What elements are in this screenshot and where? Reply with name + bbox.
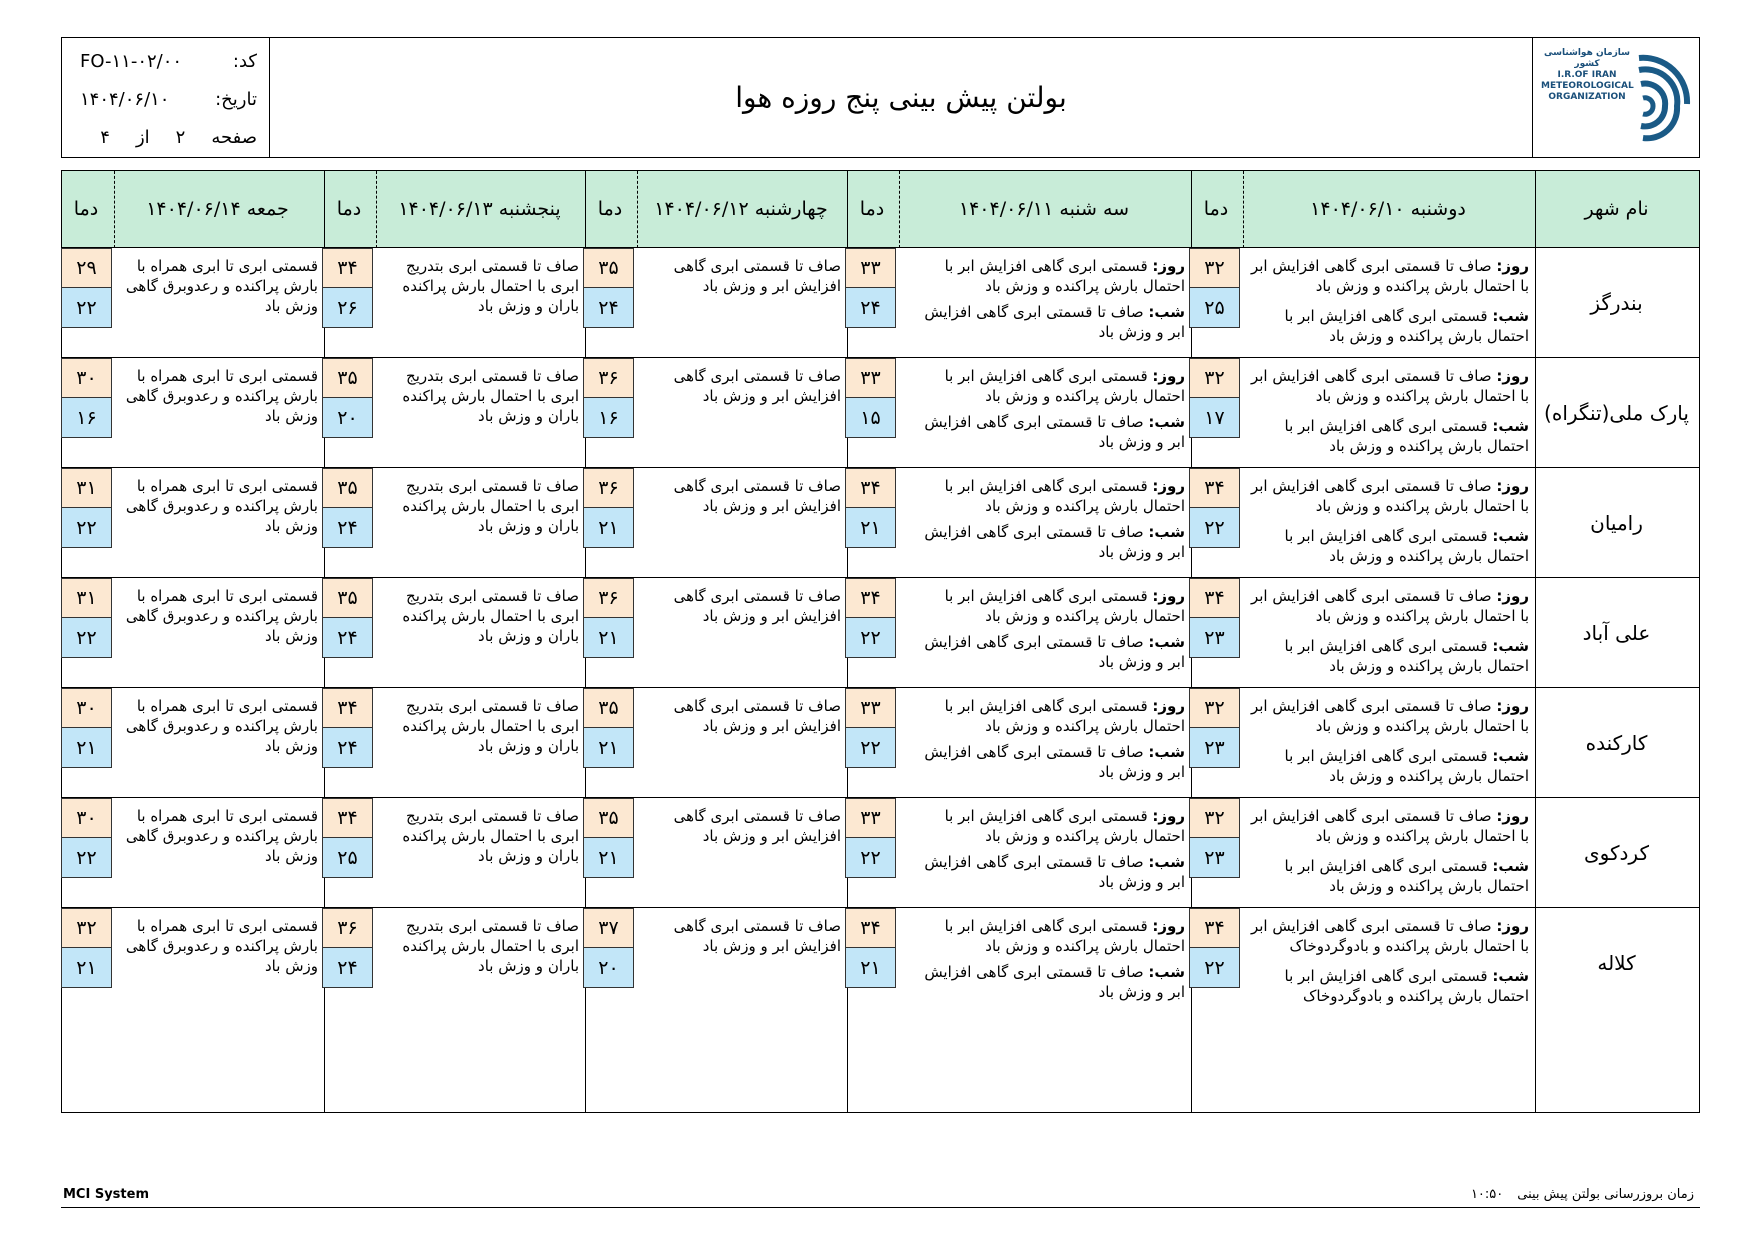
forecast-day-1 bbox=[1247, 586, 1529, 676]
forecast-day-4: صاف تا قسمتی ابری بتدریج ابری با احتمال بارش پراکنده باران و وزش باد bbox=[402, 587, 579, 645]
max-temp-day-5: ۳۰ bbox=[61, 688, 112, 728]
logo-text bbox=[1541, 48, 1633, 103]
max-temp-day-2: ۳۴ bbox=[845, 908, 896, 948]
min-temp-day-2: ۲۲ bbox=[845, 728, 896, 768]
max-temp-day-2: ۳۴ bbox=[845, 468, 896, 508]
max-temp-day-1: ۳۴ bbox=[1189, 908, 1240, 948]
col-day-2: سه شنبه ۱۴۰۴/۰۶/۱۱ bbox=[958, 198, 1130, 220]
max-temp-day-4: ۳۴ bbox=[322, 248, 373, 288]
day-forecast: روز: صاف تا قسمتی ابری گاهی افزایش ابر با احتمال بارش پراکنده و وزش باد bbox=[1250, 587, 1529, 625]
logo-line: METEOROLOGICAL bbox=[1541, 81, 1634, 91]
update-info bbox=[1471, 1187, 1694, 1202]
code-label: کد: bbox=[232, 50, 257, 72]
day-label: روز: bbox=[1152, 477, 1185, 495]
table-row bbox=[62, 908, 1699, 1018]
min-temp-day-3: ۲۰ bbox=[583, 948, 634, 988]
table-row bbox=[62, 248, 1699, 358]
day-label: روز: bbox=[1496, 477, 1529, 495]
max-temp-day-1: ۳۲ bbox=[1189, 248, 1240, 288]
forecast-day-1 bbox=[1247, 476, 1529, 566]
city-name: کارکنده bbox=[1585, 730, 1648, 755]
day-label: روز: bbox=[1496, 697, 1529, 715]
page-of: از bbox=[135, 126, 150, 148]
dash-divider bbox=[637, 171, 638, 248]
col-day-3: چهارشنبه ۱۴۰۴/۰۶/۱۲ bbox=[654, 198, 828, 220]
forecast-day-2 bbox=[903, 366, 1185, 452]
logo-line: I.R.OF IRAN bbox=[1557, 70, 1617, 80]
forecast-day-5: قسمتی ابری تا ابری همراه با بارش پراکنده و رعدوبرق گاهی وزش باد bbox=[125, 587, 318, 645]
min-temp-day-3: ۲۱ bbox=[583, 838, 634, 878]
max-temp-day-3: ۳۵ bbox=[583, 688, 634, 728]
table-row bbox=[62, 688, 1699, 798]
forecast-day-1 bbox=[1247, 806, 1529, 896]
forecast-day-5: قسمتی ابری تا ابری همراه با بارش پراکنده و رعدوبرق گاهی وزش باد bbox=[125, 697, 318, 755]
forecast-day-5: قسمتی ابری تا ابری همراه با بارش پراکنده و رعدوبرق گاهی وزش باد bbox=[125, 367, 318, 425]
day-label: روز: bbox=[1152, 807, 1185, 825]
day-label: روز: bbox=[1152, 587, 1185, 605]
city-name: علی آباد bbox=[1582, 620, 1651, 645]
dash-divider bbox=[376, 171, 377, 248]
min-temp-day-1: ۲۲ bbox=[1189, 948, 1240, 988]
day-label: روز: bbox=[1152, 367, 1185, 385]
table-row bbox=[62, 468, 1699, 578]
forecast-day-1 bbox=[1247, 366, 1529, 456]
night-forecast: شب: قسمتی ابری گاهی افزایش ابر با احتمال بارش پراکنده و وزش باد bbox=[1284, 637, 1529, 675]
min-temp-day-2: ۲۱ bbox=[845, 508, 896, 548]
table-row bbox=[62, 358, 1699, 468]
date-row bbox=[80, 84, 257, 114]
day-forecast: روز: صاف تا قسمتی ابری گاهی افزایش ابر با احتمال بارش پراکنده و وزش باد bbox=[1250, 477, 1529, 515]
forecast-day-3: صاف تا قسمتی ابری گاهی افزایش ابر و وزش باد bbox=[673, 917, 841, 955]
forecast-day-4: صاف تا قسمتی ابری بتدریج ابری با احتمال بارش پراکنده باران و وزش باد bbox=[402, 917, 579, 975]
night-label: شب: bbox=[1492, 307, 1529, 325]
max-temp-day-3: ۳۶ bbox=[583, 358, 634, 398]
night-forecast: شب: قسمتی ابری گاهی افزایش ابر با احتمال بارش پراکنده و وزش باد bbox=[1284, 417, 1529, 455]
forecast-day-2 bbox=[903, 256, 1185, 342]
forecast-day-1 bbox=[1247, 696, 1529, 786]
max-temp-day-3: ۳۶ bbox=[583, 578, 634, 618]
day-forecast: روز: قسمتی ابری گاهی افزایش ابر با احتمال بارش پراکنده و وزش باد bbox=[944, 697, 1185, 735]
dash-divider bbox=[114, 171, 115, 248]
min-temp-day-5: ۲۱ bbox=[61, 728, 112, 768]
night-label: شب: bbox=[1148, 743, 1185, 761]
day-forecast: روز: صاف تا قسمتی ابری گاهی افزایش ابر با احتمال بارش پراکنده و وزش باد bbox=[1250, 697, 1529, 735]
col-temp-3: دما bbox=[597, 198, 623, 220]
forecast-day-3: صاف تا قسمتی ابری گاهی افزایش ابر و وزش باد bbox=[673, 367, 841, 405]
logo-line: ORGANIZATION bbox=[1548, 92, 1626, 102]
max-temp-day-5: ۳۰ bbox=[61, 798, 112, 838]
day-label: روز: bbox=[1152, 697, 1185, 715]
day-label: روز: bbox=[1496, 587, 1529, 605]
max-temp-day-2: ۳۳ bbox=[845, 248, 896, 288]
min-temp-day-3: ۲۱ bbox=[583, 728, 634, 768]
code-value: FO-۱۱-۰۲/۰۰ bbox=[80, 50, 183, 72]
night-label: شب: bbox=[1148, 633, 1185, 651]
forecast-day-1 bbox=[1247, 916, 1529, 1006]
max-temp-day-3: ۳۵ bbox=[583, 248, 634, 288]
page-label: صفحه bbox=[211, 126, 257, 148]
min-temp-day-2: ۲۲ bbox=[845, 618, 896, 658]
max-temp-day-4: ۳۴ bbox=[322, 798, 373, 838]
update-time: ۱۰:۵۰ bbox=[1470, 1187, 1504, 1202]
page-num: ۲ bbox=[175, 126, 186, 148]
col-temp-5: دما bbox=[73, 198, 99, 220]
max-temp-day-1: ۳۲ bbox=[1189, 798, 1240, 838]
max-temp-day-5: ۳۲ bbox=[61, 908, 112, 948]
night-forecast: شب: صاف تا قسمتی ابری گاهی افزایش ابر و وزش باد bbox=[924, 743, 1185, 781]
night-forecast: شب: قسمتی ابری گاهی افزایش ابر با احتمال بارش پراکنده و وزش باد bbox=[1284, 527, 1529, 565]
night-label: شب: bbox=[1492, 637, 1529, 655]
forecast-day-2 bbox=[903, 696, 1185, 782]
night-forecast: شب: قسمتی ابری گاهی افزایش ابر با احتمال بارش پراکنده و وزش باد bbox=[1284, 307, 1529, 345]
night-label: شب: bbox=[1148, 523, 1185, 541]
city-name: بندرگز bbox=[1590, 290, 1643, 315]
max-temp-day-1: ۳۴ bbox=[1189, 578, 1240, 618]
night-label: شب: bbox=[1148, 853, 1185, 871]
city-name: رامیان bbox=[1590, 510, 1643, 535]
min-temp-day-4: ۲۵ bbox=[322, 838, 373, 878]
code-row bbox=[80, 46, 257, 76]
day-label: روز: bbox=[1496, 257, 1529, 275]
min-temp-day-4: ۲۴ bbox=[322, 618, 373, 658]
day-forecast: روز: صاف تا قسمتی ابری گاهی افزایش ابر با احتمال بارش پراکنده و وزش باد bbox=[1250, 257, 1529, 295]
night-label: شب: bbox=[1492, 747, 1529, 765]
min-temp-day-5: ۱۶ bbox=[61, 398, 112, 438]
day-label: روز: bbox=[1496, 917, 1529, 935]
min-temp-day-1: ۲۳ bbox=[1189, 728, 1240, 768]
dash-divider bbox=[899, 171, 900, 248]
min-temp-day-4: ۲۴ bbox=[322, 948, 373, 988]
max-temp-day-3: ۳۵ bbox=[583, 798, 634, 838]
logo-line: سازمان هواشناسی کشور bbox=[1543, 48, 1630, 69]
col-temp-1: دما bbox=[1203, 198, 1229, 220]
max-temp-day-5: ۲۹ bbox=[61, 248, 112, 288]
min-temp-day-1: ۱۷ bbox=[1189, 398, 1240, 438]
forecast-table bbox=[61, 170, 1700, 1113]
page-title: بولتن پیش بینی پنج روزه هوا bbox=[735, 81, 1067, 114]
city-name: پارک ملی(تنگراه) bbox=[1544, 400, 1689, 425]
day-label: روز: bbox=[1496, 367, 1529, 385]
col-day-5: جمعه ۱۴۰۴/۰۶/۱۴ bbox=[146, 198, 289, 220]
min-temp-day-3: ۲۴ bbox=[583, 288, 634, 328]
min-temp-day-5: ۲۲ bbox=[61, 618, 112, 658]
page-row bbox=[80, 122, 257, 152]
max-temp-day-2: ۳۳ bbox=[845, 688, 896, 728]
min-temp-day-1: ۲۵ bbox=[1189, 288, 1240, 328]
min-temp-day-2: ۲۲ bbox=[845, 838, 896, 878]
night-forecast: شب: صاف تا قسمتی ابری گاهی افزایش ابر و وزش باد bbox=[924, 413, 1185, 451]
min-temp-day-5: ۲۱ bbox=[61, 948, 112, 988]
day-forecast: روز: صاف تا قسمتی ابری گاهی افزایش ابر با احتمال بارش پراکنده و بادوگردوخاک bbox=[1250, 917, 1529, 955]
forecast-day-2 bbox=[903, 806, 1185, 892]
col-temp-2: دما bbox=[859, 198, 885, 220]
forecast-day-4: صاف تا قسمتی ابری بتدریج ابری با احتمال بارش پراکنده باران و وزش باد bbox=[402, 477, 579, 535]
forecast-day-3: صاف تا قسمتی ابری گاهی افزایش ابر و وزش باد bbox=[673, 257, 841, 295]
logo-box bbox=[1532, 38, 1699, 157]
night-label: شب: bbox=[1492, 857, 1529, 875]
forecast-day-2 bbox=[903, 916, 1185, 1002]
night-forecast: شب: صاف تا قسمتی ابری گاهی افزایش ابر و وزش باد bbox=[924, 633, 1185, 671]
max-temp-day-4: ۳۵ bbox=[322, 468, 373, 508]
day-label: روز: bbox=[1496, 807, 1529, 825]
col-city: نام شهر bbox=[1584, 198, 1649, 220]
max-temp-day-5: ۳۱ bbox=[61, 468, 112, 508]
min-temp-day-4: ۲۴ bbox=[322, 728, 373, 768]
night-label: شب: bbox=[1492, 417, 1529, 435]
page-total: ۴ bbox=[100, 126, 110, 148]
min-temp-day-1: ۲۳ bbox=[1189, 618, 1240, 658]
min-temp-day-5: ۲۲ bbox=[61, 838, 112, 878]
col-temp-4: دما bbox=[336, 198, 362, 220]
min-temp-day-4: ۲۴ bbox=[322, 508, 373, 548]
forecast-day-2 bbox=[903, 586, 1185, 672]
min-temp-day-5: ۲۲ bbox=[61, 288, 112, 328]
footer-divider bbox=[61, 1207, 1700, 1208]
max-temp-day-1: ۳۲ bbox=[1189, 688, 1240, 728]
max-temp-day-4: ۳۴ bbox=[322, 688, 373, 728]
min-temp-day-3: ۲۱ bbox=[583, 618, 634, 658]
night-label: شب: bbox=[1148, 963, 1185, 981]
forecast-day-3: صاف تا قسمتی ابری گاهی افزایش ابر و وزش باد bbox=[673, 807, 841, 845]
update-label: زمان بروزرسانی بولتن پیش بینی bbox=[1517, 1187, 1694, 1202]
day-forecast: روز: قسمتی ابری گاهی افزایش ابر با احتمال بارش پراکنده و وزش باد bbox=[944, 367, 1185, 405]
system-name: MCI System bbox=[63, 1187, 149, 1202]
max-temp-day-3: ۳۶ bbox=[583, 468, 634, 508]
min-temp-day-2: ۲۴ bbox=[845, 288, 896, 328]
max-temp-day-4: ۳۵ bbox=[322, 358, 373, 398]
max-temp-day-2: ۳۳ bbox=[845, 798, 896, 838]
forecast-day-5: قسمتی ابری تا ابری همراه با بارش پراکنده و رعدوبرق گاهی وزش باد bbox=[125, 807, 318, 865]
city-name: کردکوی bbox=[1584, 840, 1649, 865]
day-label: روز: bbox=[1152, 917, 1185, 935]
min-temp-day-4: ۲۰ bbox=[322, 398, 373, 438]
day-forecast: روز: قسمتی ابری گاهی افزایش ابر با احتمال بارش پراکنده و وزش باد bbox=[944, 917, 1185, 955]
forecast-day-5: قسمتی ابری تا ابری همراه با بارش پراکنده و رعدوبرق گاهی وزش باد bbox=[125, 257, 318, 315]
night-forecast: شب: قسمتی ابری گاهی افزایش ابر با احتمال بارش پراکنده و بادوگردوخاک bbox=[1284, 967, 1529, 1005]
day-forecast: روز: قسمتی ابری گاهی افزایش ابر با احتمال بارش پراکنده و وزش باد bbox=[944, 587, 1185, 625]
min-temp-day-1: ۲۲ bbox=[1189, 508, 1240, 548]
forecast-day-5: قسمتی ابری تا ابری همراه با بارش پراکنده و رعدوبرق گاهی وزش باد bbox=[125, 477, 318, 535]
day-label: روز: bbox=[1152, 257, 1185, 275]
forecast-day-5: قسمتی ابری تا ابری همراه با بارش پراکنده و رعدوبرق گاهی وزش باد bbox=[125, 917, 318, 975]
day-forecast: روز: صاف تا قسمتی ابری گاهی افزایش ابر با احتمال بارش پراکنده و وزش باد bbox=[1250, 367, 1529, 405]
col-day-4: پنجشنبه ۱۴۰۴/۰۶/۱۳ bbox=[398, 198, 561, 220]
max-temp-day-3: ۳۷ bbox=[583, 908, 634, 948]
dash-divider bbox=[1243, 171, 1244, 248]
forecast-day-1 bbox=[1247, 256, 1529, 346]
max-temp-day-4: ۳۶ bbox=[322, 908, 373, 948]
min-temp-day-2: ۱۵ bbox=[845, 398, 896, 438]
min-temp-day-3: ۲۱ bbox=[583, 508, 634, 548]
city-name: کلاله bbox=[1597, 951, 1636, 975]
date-value: ۱۴۰۴/۰۶/۱۰ bbox=[80, 88, 170, 110]
forecast-day-4: صاف تا قسمتی ابری بتدریج ابری با احتمال بارش پراکنده باران و وزش باد bbox=[402, 367, 579, 425]
meta-box bbox=[62, 38, 270, 157]
night-label: شب: bbox=[1148, 413, 1185, 431]
forecast-day-3: صاف تا قسمتی ابری گاهی افزایش ابر و وزش باد bbox=[673, 477, 841, 515]
night-forecast: شب: قسمتی ابری گاهی افزایش ابر با احتمال بارش پراکنده و وزش باد bbox=[1284, 857, 1529, 895]
night-forecast: شب: صاف تا قسمتی ابری گاهی افزایش ابر و وزش باد bbox=[924, 303, 1185, 341]
max-temp-day-2: ۳۴ bbox=[845, 578, 896, 618]
night-forecast: شب: صاف تا قسمتی ابری گاهی افزایش ابر و وزش باد bbox=[924, 853, 1185, 891]
night-forecast: شب: صاف تا قسمتی ابری گاهی افزایش ابر و وزش باد bbox=[924, 963, 1185, 1001]
col-day-1: دوشنبه ۱۴۰۴/۰۶/۱۰ bbox=[1310, 198, 1466, 220]
night-label: شب: bbox=[1492, 967, 1529, 985]
bulletin-header bbox=[61, 37, 1700, 158]
table-row bbox=[62, 798, 1699, 908]
meteorological-logo-icon bbox=[1635, 50, 1691, 146]
night-forecast: شب: قسمتی ابری گاهی افزایش ابر با احتمال بارش پراکنده و وزش باد bbox=[1284, 747, 1529, 785]
max-temp-day-2: ۳۳ bbox=[845, 358, 896, 398]
day-forecast: روز: قسمتی ابری گاهی افزایش ابر با احتمال بارش پراکنده و وزش باد bbox=[944, 477, 1185, 515]
day-forecast: روز: قسمتی ابری گاهی افزایش ابر با احتمال بارش پراکنده و وزش باد bbox=[944, 807, 1185, 845]
forecast-day-4: صاف تا قسمتی ابری بتدریج ابری با احتمال بارش پراکنده باران و وزش باد bbox=[402, 807, 579, 865]
min-temp-day-1: ۲۳ bbox=[1189, 838, 1240, 878]
forecast-day-4: صاف تا قسمتی ابری بتدریج ابری با احتمال بارش پراکنده باران و وزش باد bbox=[402, 697, 579, 755]
min-temp-day-4: ۲۶ bbox=[322, 288, 373, 328]
min-temp-day-3: ۱۶ bbox=[583, 398, 634, 438]
max-temp-day-5: ۳۰ bbox=[61, 358, 112, 398]
min-temp-day-5: ۲۲ bbox=[61, 508, 112, 548]
day-forecast: روز: قسمتی ابری گاهی افزایش ابر با احتمال بارش پراکنده و وزش باد bbox=[944, 257, 1185, 295]
min-temp-day-2: ۲۱ bbox=[845, 948, 896, 988]
date-label: تاریخ: bbox=[215, 88, 257, 110]
table-header bbox=[62, 171, 1699, 248]
forecast-day-3: صاف تا قسمتی ابری گاهی افزایش ابر و وزش باد bbox=[673, 587, 841, 625]
max-temp-day-5: ۳۱ bbox=[61, 578, 112, 618]
day-forecast: روز: صاف تا قسمتی ابری گاهی افزایش ابر با احتمال بارش پراکنده و وزش باد bbox=[1250, 807, 1529, 845]
night-forecast: شب: صاف تا قسمتی ابری گاهی افزایش ابر و وزش باد bbox=[924, 523, 1185, 561]
max-temp-day-1: ۳۴ bbox=[1189, 468, 1240, 508]
max-temp-day-1: ۳۲ bbox=[1189, 358, 1240, 398]
forecast-day-4: صاف تا قسمتی ابری بتدریج ابری با احتمال بارش پراکنده باران و وزش باد bbox=[402, 257, 579, 315]
forecast-day-3: صاف تا قسمتی ابری گاهی افزایش ابر و وزش باد bbox=[673, 697, 841, 735]
max-temp-day-4: ۳۵ bbox=[322, 578, 373, 618]
night-label: شب: bbox=[1148, 303, 1185, 321]
night-label: شب: bbox=[1492, 527, 1529, 545]
table-row bbox=[62, 578, 1699, 688]
forecast-day-2 bbox=[903, 476, 1185, 562]
